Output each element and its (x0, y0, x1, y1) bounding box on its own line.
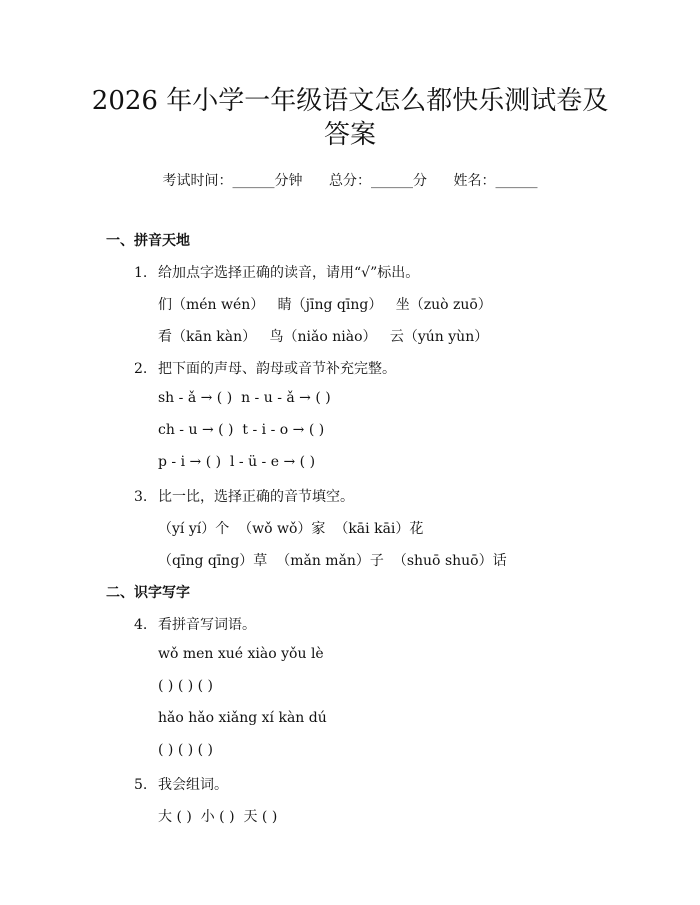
question-5 (134, 774, 228, 794)
word-item: 大 ( ) (158, 809, 192, 825)
question-1 (134, 262, 419, 282)
answer-blanks: ( ) ( ) ( ) (158, 742, 214, 758)
question-text: 看拼音写词语。 (158, 617, 256, 633)
option-item: （shuō shuō）话 (392, 553, 507, 569)
option-item: 鸟（niǎo niào） (269, 329, 377, 345)
question-number: 1. (134, 265, 148, 281)
section-heading-literacy: 二、识字写字 (106, 585, 190, 601)
option-item: （qīng qīng）草 (158, 553, 268, 569)
fill-item: sh - ǎ → ( ) (158, 390, 233, 406)
option-item: （mǎn mǎn）子 (276, 553, 384, 569)
question-number: 4. (134, 617, 148, 633)
document-title-line2: 答案 (323, 120, 376, 150)
option-item: 看（kān kàn） (158, 329, 257, 345)
word-item: 小 ( ) (200, 809, 235, 825)
word-item: 天 ( ) (243, 809, 278, 825)
question-number: 3. (134, 489, 148, 505)
question-3-row-2 (158, 550, 507, 570)
fill-item: l - ü - e → ( ) (229, 454, 316, 470)
question-number: 2. (134, 361, 148, 377)
question-2 (134, 358, 396, 378)
option-item: （kāi kāi）花 (334, 521, 424, 537)
pinyin-line: hǎo hǎo xiǎng xí kàn dú (158, 710, 327, 726)
pinyin-line: wǒ men xué xiào yǒu lè (158, 646, 324, 662)
answer-blanks: ( ) ( ) ( ) (158, 678, 214, 694)
fill-item: t - i - o → ( ) (242, 422, 325, 438)
total-score-label: 总分：______分 (329, 173, 427, 189)
exam-time-label: 考试时间：______分钟 (162, 173, 303, 189)
question-3 (134, 486, 354, 506)
document-title-line1: 2026 年小学一年级语文怎么都快乐测试卷及 (91, 86, 609, 116)
question-5-row-1 (158, 806, 277, 826)
question-1-row-2 (158, 326, 488, 346)
option-item: 们（mén wén） (158, 297, 265, 313)
exam-meta (0, 170, 700, 190)
question-text: 比一比，选择正确的音节填空。 (158, 489, 354, 505)
question-2-row-3 (158, 454, 315, 470)
question-2-row-2 (158, 422, 324, 438)
option-item: （yí yí）个 (158, 521, 230, 537)
option-item: 坐（zuò zuō） (395, 297, 492, 313)
section-heading-pinyin: 一、拼音天地 (106, 233, 190, 249)
fill-item: p - i → ( ) (158, 454, 222, 470)
question-2-row-1 (158, 390, 331, 406)
option-item: 云（yún yùn） (389, 329, 489, 345)
question-text: 我会组词。 (158, 777, 228, 793)
question-1-row-1 (158, 294, 492, 314)
question-text: 把下面的声母、韵母或音节补充完整。 (158, 361, 396, 377)
question-4 (134, 614, 256, 634)
student-name-label: 姓名：______ (453, 173, 538, 189)
question-number: 5. (134, 777, 148, 793)
option-item: 睛（jīng qīng） (277, 297, 383, 313)
fill-item: n - u - ǎ → ( ) (241, 390, 331, 406)
question-3-row-1 (158, 518, 423, 538)
fill-item: ch - u → ( ) (158, 422, 234, 438)
option-item: （wǒ wǒ）家 (238, 521, 326, 537)
question-text: 给加点字选择正确的读音，请用“√”标出。 (158, 265, 420, 281)
